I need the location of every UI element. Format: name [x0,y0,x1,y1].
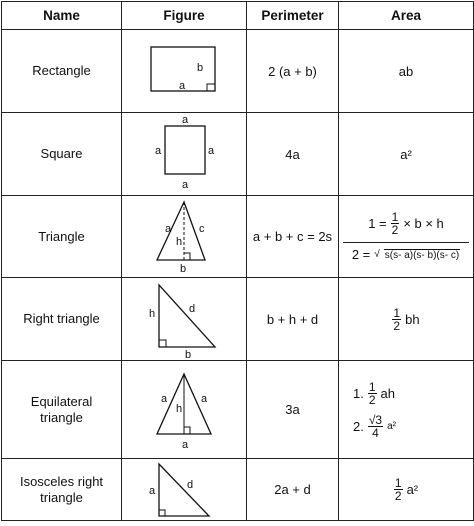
shape-name: Isosceles right triangle [2,459,122,521]
shape-name: Triangle [2,196,122,278]
header-area: Area [339,2,474,30]
shape-name: Right triangle [2,278,122,361]
label-a: a [161,392,168,405]
label-h: h [149,308,156,320]
perimeter-cell: 2 (a + b) [247,30,339,113]
label-d: d [187,478,194,491]
area-formula-1: 1. $\frac{1}{2}$ ah [353,379,395,407]
figure-cell [122,30,247,113]
fraction: $\frac{1}{2}$ [391,210,399,237]
label-b: b [180,262,187,275]
figure-cell [122,196,247,278]
table-row [2,196,474,278]
label-a: a [182,438,189,451]
label-a: a [179,80,186,92]
label-b: b [197,62,204,74]
area-cell [339,361,474,459]
figure-cell [122,459,247,521]
table-row [2,113,474,196]
label-a: a [208,145,215,157]
equilateral-triangle-figure [139,368,229,452]
table-row [2,30,474,113]
header-figure: Figure [122,2,247,30]
perimeter-cell: 3a [247,361,339,459]
perimeter-cell: 4a [247,113,339,196]
shape-name: Equilateral triangle [2,361,122,459]
shape-name: Square [2,113,122,196]
area-cell [339,278,474,361]
header-row [2,2,474,30]
area-formula: $\frac{1}{2}$ a² [394,476,419,503]
table-row [2,459,474,521]
sqrt-expression: s(s- a)(s- b)(s- c) [384,249,460,261]
label-c: c [199,222,205,235]
fraction: $\frac{1}{2}$ [393,305,401,333]
square-figure [139,114,229,194]
area-cell: ab [339,30,474,113]
label-a: a [155,145,162,157]
fraction: $\frac{1}{2}$ [394,476,402,503]
area-formula-1: 1 = $\frac{1}{2}$ × b × h [368,210,444,237]
formula-table [1,1,474,521]
label-d: d [189,303,196,315]
label-h: h [176,402,183,415]
header-perimeter: Perimeter [247,2,339,30]
fraction: $\frac{1}{2}$ [368,379,376,407]
perimeter-cell: a + b + c = 2s [247,196,339,278]
perimeter-cell: 2a + d [247,459,339,521]
table-row [2,278,474,361]
figure-cell [122,278,247,361]
right-triangle-figure [139,279,229,359]
area-cell [339,196,474,278]
isosceles-right-triangle-figure [139,460,229,520]
label-b: b [185,349,192,359]
area-formula: $\frac{1}{2}$ bh [393,305,420,333]
area-formula-2: 2. $\frac{√3}{4}$ a² [353,412,397,440]
header-name: Name [2,2,122,30]
label-a: a [201,392,208,405]
table-row [2,361,474,459]
area-cell [339,459,474,521]
rectangle-figure [139,41,229,101]
area-formula-2: 2 = √ s(s- a)(s- b)(s- c) [351,247,460,262]
label-a: a [165,222,172,235]
shape-name: Rectangle [2,30,122,113]
triangle-figure [139,198,229,276]
figure-cell [122,361,247,459]
label-a: a [149,484,156,497]
fraction: $\frac{√3}{4}$ [368,412,383,440]
perimeter-cell: b + h + d [247,278,339,361]
label-h: h [176,235,183,248]
label-a: a [182,179,189,191]
label-a: a [182,114,189,126]
area-cell: a² [339,113,474,196]
figure-cell [122,113,247,196]
